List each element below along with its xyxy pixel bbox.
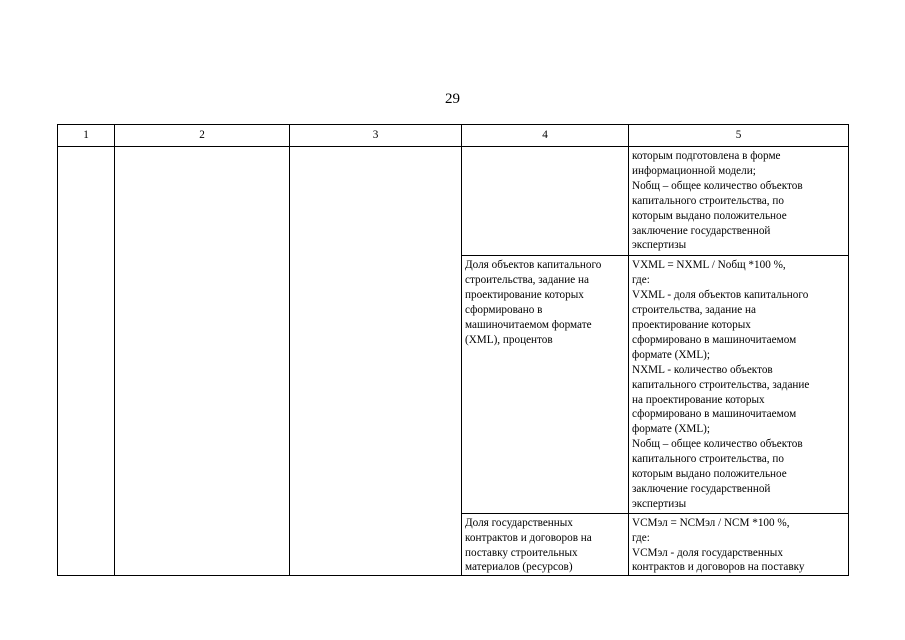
column-header-1: 1 <box>58 125 115 147</box>
column-header-4: 4 <box>462 125 629 147</box>
formula-cell <box>629 513 849 576</box>
indicator-table <box>57 124 849 576</box>
table-row <box>58 147 849 256</box>
col3-cell-empty <box>290 147 462 576</box>
formula-cell <box>629 147 849 256</box>
formula-text: VXML = NXML / Nобщ *100 %, где: VXML - доля объектов капитального строительства, задание на проектирование которых сформировано в машиночитаемом формате (XML); NXML - количество объектов капитального строительства, задание на проектирование которых сформировано в машиночитаемом формате (XML); Nобщ – общее количество объектов капитального строительства, по которым выдано положительное заключение государственной экспертизы <box>632 259 810 510</box>
page-number: 29 <box>445 91 460 107</box>
formula-cell <box>629 256 849 513</box>
indicator-name-text: Доля государственных контрактов и договоров на поставку строительных материалов (ресурсов) <box>465 516 592 574</box>
table-header-row <box>58 125 849 147</box>
formula-text: VCMэл = NCMэл / NCM *100 %, где: VCMэл - доля государственных контрактов и договоров на поставку <box>632 516 805 574</box>
indicator-name-cell <box>462 147 629 256</box>
column-header-5: 5 <box>629 125 849 147</box>
indicator-name-cell <box>462 256 629 513</box>
col2-cell-empty <box>115 147 290 576</box>
formula-text: которым подготовлена в форме информационной модели; Nобщ – общее количество объектов капитального строительства, по которым выдано положительное заключение государственной экспертизы <box>632 150 803 252</box>
indicator-name-cell <box>462 513 629 576</box>
col1-cell-empty <box>58 147 115 576</box>
indicator-name-text: Доля объектов капитального строительства, задание на проектирование которых сформировано в машиночитаемом формате (XML), процентов <box>465 259 602 346</box>
column-header-3: 3 <box>290 125 462 147</box>
column-header-2: 2 <box>115 125 290 147</box>
